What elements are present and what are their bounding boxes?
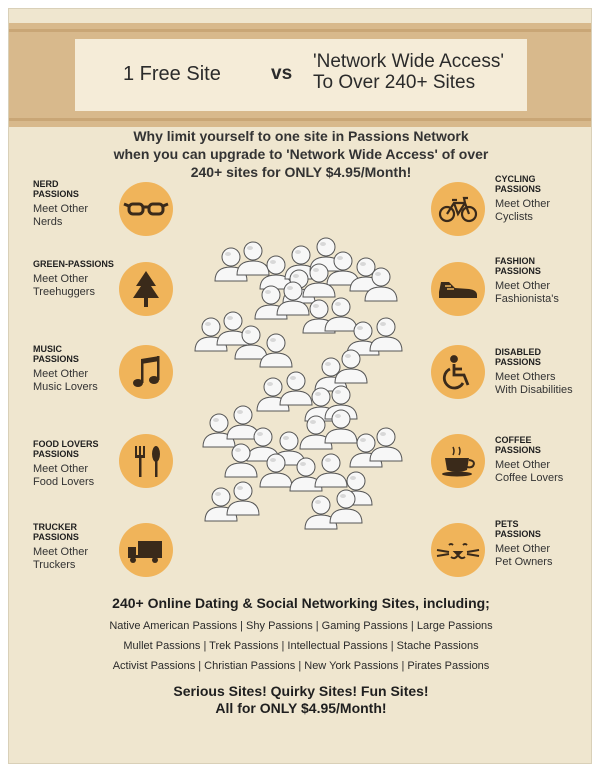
- category-title: PASSIONS: [33, 189, 79, 199]
- cutlery-icon: [119, 434, 173, 488]
- network-access-label: [313, 51, 504, 93]
- truck-icon: [119, 523, 173, 577]
- intro-line-1: Why limit yourself to one site in Passions Network: [133, 128, 469, 144]
- site-list-line: Native American Passions | Shy Passions | Gaming Passions | Large Passions: [109, 620, 493, 632]
- person-figure: [315, 454, 347, 487]
- person-figure: [370, 318, 402, 351]
- network-line-2: To Over 240+ Sites: [313, 72, 476, 93]
- category-title: TRUCKER: [33, 522, 77, 532]
- category-cycling: [495, 174, 592, 224]
- person-figure: [237, 242, 269, 275]
- free-site-label: 1 Free Site: [123, 63, 221, 85]
- network-line-1: 'Network Wide Access': [313, 51, 504, 72]
- tagline-line-1: Serious Sites! Quirky Sites! Fun Sites!: [173, 683, 429, 699]
- glasses-icon: [119, 182, 173, 236]
- band-stripe-top: [9, 29, 592, 32]
- tree-icon: [119, 262, 173, 316]
- people-group: [195, 238, 402, 529]
- person-figure: [227, 482, 259, 515]
- person-figure: [280, 372, 312, 405]
- category-desc: Meet Other Nerds: [33, 203, 89, 228]
- intro-text: [99, 127, 503, 181]
- category-desc: Meet Other Treehuggers: [33, 273, 95, 298]
- bicycle-icon: [431, 182, 485, 236]
- header-box: [75, 39, 527, 111]
- coffee-cup-icon: [431, 434, 485, 488]
- category-desc: Meet Other Truckers: [33, 546, 89, 571]
- vs-label: vs: [271, 63, 293, 84]
- category-disabled: [495, 347, 592, 397]
- site-list: [9, 616, 592, 676]
- category-fashion: [495, 256, 592, 306]
- band-stripe-bottom: [9, 118, 592, 121]
- category-desc: Meet Other Fashionista's: [495, 280, 559, 305]
- category-title: PASSIONS: [33, 449, 79, 459]
- category-desc: Meet Other Food Lovers: [33, 463, 95, 488]
- person-figure: [325, 298, 357, 331]
- site-list-line: Activist Passions | Christian Passions | New York Passions | Pirates Passions: [112, 660, 490, 672]
- people-crowd-illustration: [181, 223, 421, 543]
- category-title: PETS: [495, 519, 519, 529]
- cat-face-icon: [431, 523, 485, 577]
- site-list-line: Mullet Passions | Trek Passions | Intellectual Passions | Stache Passions: [123, 640, 479, 652]
- music-note-icon: [119, 345, 173, 399]
- category-title: COFFEE: [495, 435, 532, 445]
- category-title: NERD: [33, 179, 59, 189]
- category-desc: Meet Other Coffee Lovers: [495, 459, 564, 484]
- person-figure: [305, 496, 337, 529]
- category-title: PASSIONS: [33, 354, 79, 364]
- tagline: [9, 683, 592, 717]
- shoe-icon: [431, 262, 485, 316]
- category-title: DISABLED: [495, 347, 542, 357]
- category-title: GREEN-PASSIONS: [33, 259, 114, 269]
- tagline-line-2: All for ONLY $4.95/Month!: [215, 700, 387, 716]
- category-desc: Meet Other Cyclists: [495, 198, 551, 223]
- category-desc: Meet Other Pet Owners: [495, 543, 553, 568]
- category-title: MUSIC: [33, 344, 62, 354]
- category-title: FASHION: [495, 256, 536, 266]
- sites-heading: 240+ Online Dating & Social Networking Sites, including;: [112, 595, 490, 611]
- intro-line-2: when you can upgrade to 'Network Wide Access' of over: [113, 146, 489, 162]
- category-desc: Meet Other Music Lovers: [33, 368, 98, 393]
- category-pets: [495, 519, 592, 569]
- category-title: PASSIONS: [495, 529, 541, 539]
- category-title: PASSIONS: [495, 266, 541, 276]
- category-title: PASSIONS: [495, 184, 541, 194]
- wheelchair-icon: [431, 345, 485, 399]
- category-desc: Meet Others With Disabilities: [495, 371, 573, 396]
- infographic-page: [8, 8, 592, 764]
- category-title: PASSIONS: [495, 445, 541, 455]
- category-title: FOOD LOVERS: [33, 439, 99, 449]
- category-title: CYCLING: [495, 174, 536, 184]
- category-title: PASSIONS: [495, 357, 541, 367]
- intro-line-3: 240+ sites for ONLY $4.95/Month!: [190, 164, 412, 180]
- category-title: PASSIONS: [33, 532, 79, 542]
- category-coffee: [495, 435, 592, 485]
